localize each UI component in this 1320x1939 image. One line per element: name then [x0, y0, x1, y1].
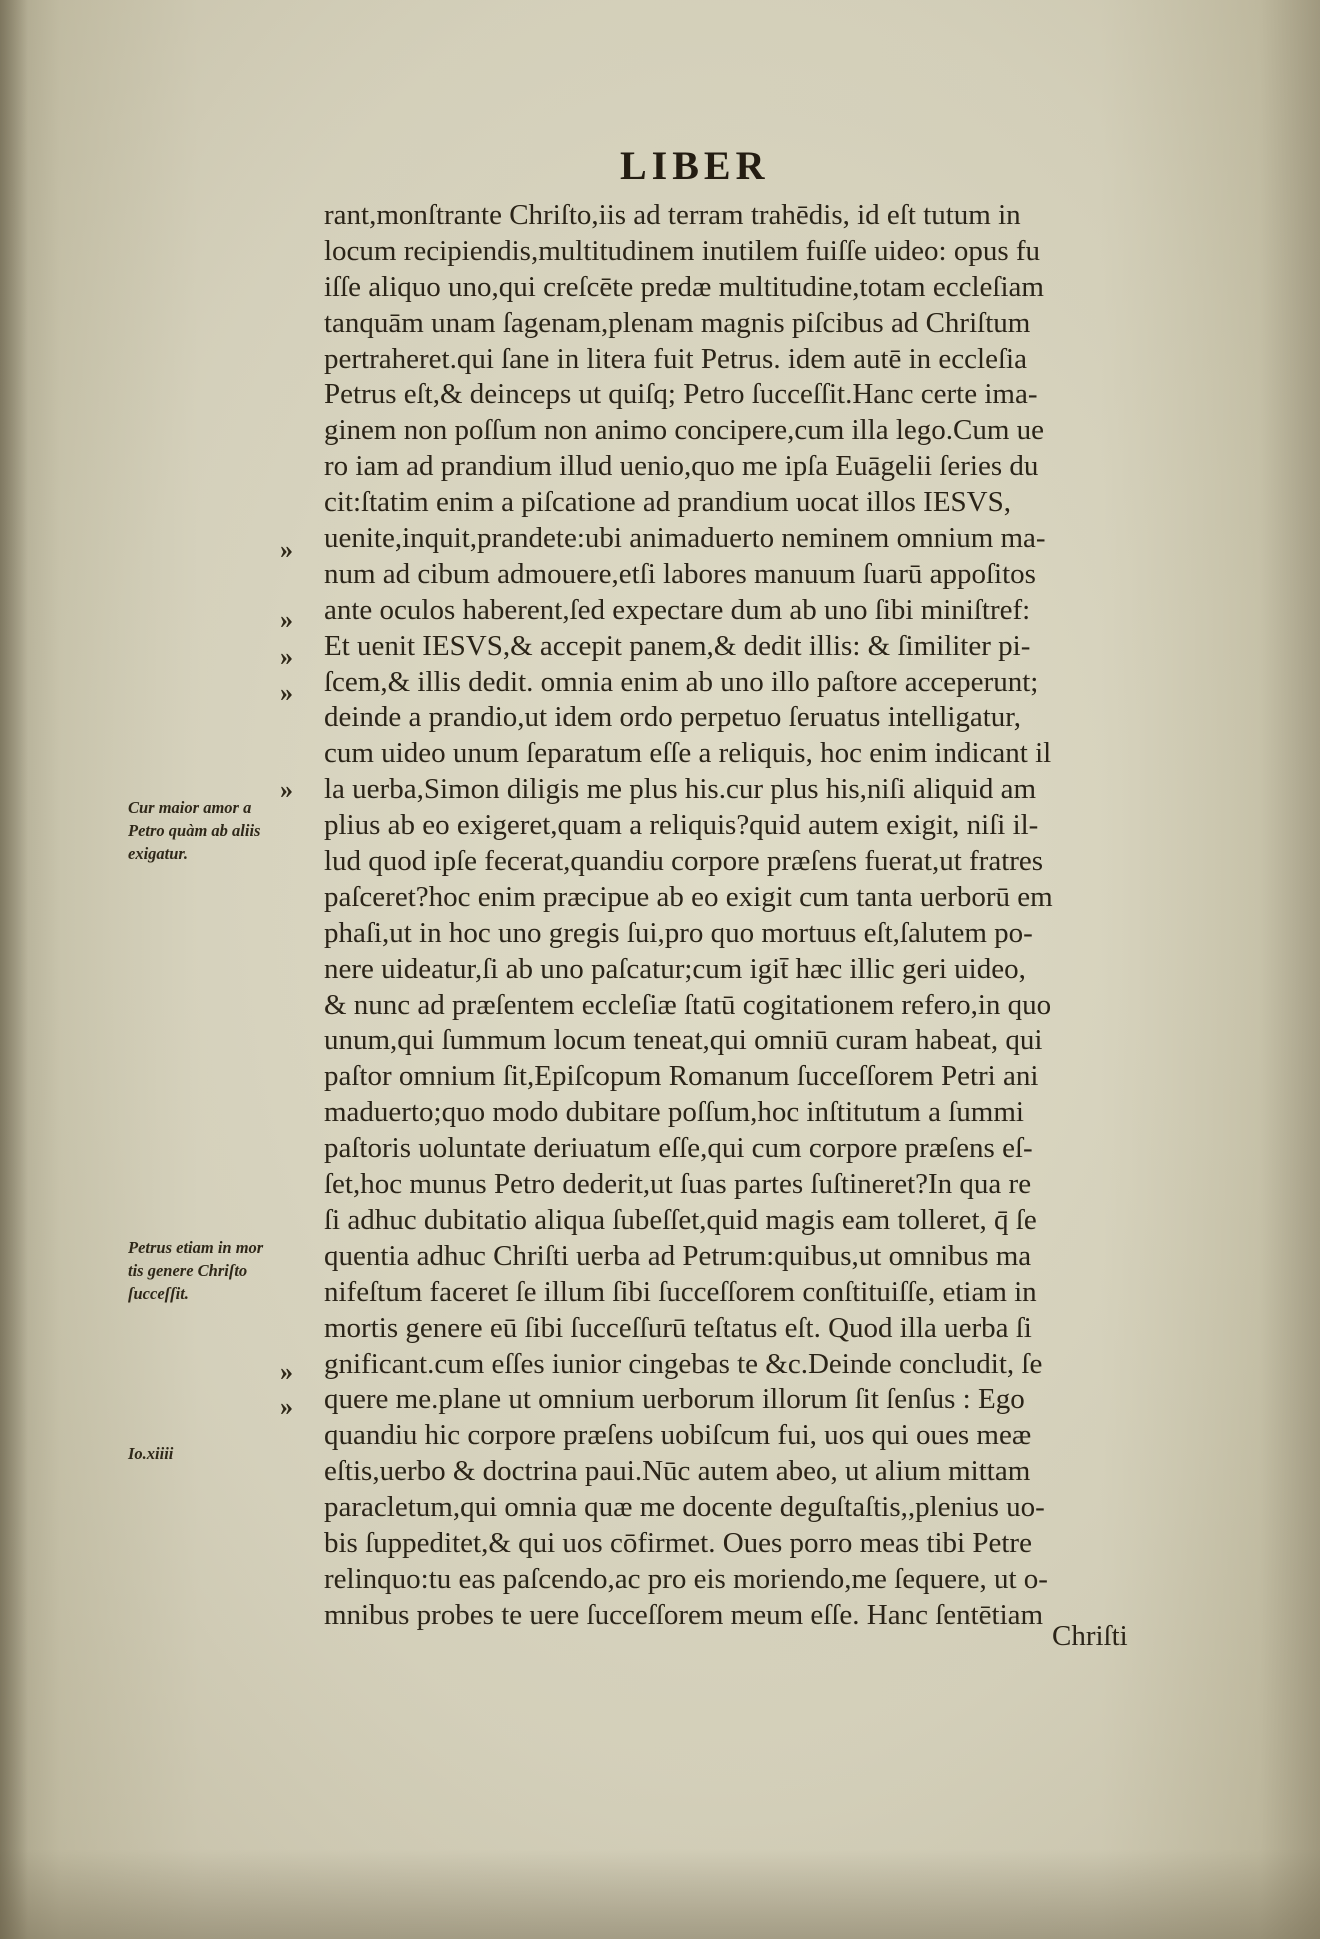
- text-line: maduerto;quo modo dubitare poſſum,hoc inſtitutum a ſummi: [324, 1096, 1024, 1129]
- margin-note-cur-maior: [128, 796, 308, 865]
- text-line: quandiu hic corpore præſens uobiſcum fui, uos qui oues meæ: [324, 1419, 1032, 1452]
- text-line: num ad cibum admouere,etſi labores manuum ſuarū appoſitos: [324, 557, 1036, 590]
- text-line: ante oculos haberent,ſed expectare dum ab uno ſibi miniſtref:: [324, 593, 1031, 626]
- text-line: paſtoris uoluntate deriuatum eſſe,qui cum corpore præſens eſ-: [324, 1132, 1033, 1165]
- text-line: iſſe aliquo uno,qui creſcēte predæ multitudine,totam eccleſiam: [324, 270, 1044, 303]
- quotation-mark: »: [280, 642, 293, 671]
- margin-note-line: ſucceſſit.: [128, 1284, 189, 1303]
- text-line: locum recipiendis,multitudinem inutilem fuiſſe uideo: opus fu: [324, 234, 1041, 267]
- margin-note-line: tis genere Chriſto: [128, 1261, 248, 1280]
- text-line: paracletum,qui omnia quæ me docente deguſtaſtis,,plenius uo-: [324, 1491, 1045, 1524]
- text-line: ſi adhuc dubitatio aliqua ſubeſſet,quid magis eam tolleret, q̄ ſe: [324, 1203, 1037, 1236]
- text-line: nifeſtum faceret ſe illum ſibi ſucceſſorem conſtituiſſe, etiam in: [324, 1275, 1037, 1308]
- quotation-mark: »: [280, 1392, 293, 1421]
- quotation-mark: »: [280, 605, 293, 634]
- text-line: mnibus probes te uere ſucceſſorem meum eſſe. Hanc ſentētiam: [324, 1598, 1044, 1631]
- text-line: la uerba,Simon diligis me plus his.cur plus his,niſi aliquid am: [324, 773, 1037, 806]
- text-line: gnificant.cum eſſes iunior cingebas te &c.Deinde concludit, ſe: [324, 1347, 1043, 1380]
- text-line: ſcem,& illis dedit. omnia enim ab uno illo paſtore acceperunt;: [324, 665, 1039, 698]
- quotation-mark: »: [280, 1357, 293, 1386]
- quotation-mark: »: [280, 678, 293, 707]
- text-line: phaſi,ut in hoc uno gregis ſui,pro quo mortuus eſt,ſalutem po-: [324, 916, 1033, 949]
- margin-note-line: Petro quàm ab aliis: [128, 821, 261, 840]
- text-line: quere me.plane ut omnium uerborum illorum ſit ſenſus : Ego: [324, 1383, 1025, 1416]
- text-line: quentia adhuc Chriſti uerba ad Petrum:quibus,ut omnibus ma: [324, 1239, 1032, 1272]
- text-line: bis ſuppeditet,& qui uos cōfirmet. Oues porro meas tibi Petre: [324, 1526, 1032, 1559]
- text-line: eſtis,uerbo & doctrina paui.Nūc autem abeo, ut alium mittam: [324, 1455, 1031, 1488]
- text-line: ginem non poſſum non animo concipere,cum illa lego.Cum ue: [324, 414, 1045, 447]
- quotation-mark: »: [280, 535, 293, 564]
- text-line: uenite,inquit,prandete:ubi animaduerto neminem omnium ma-: [324, 522, 1046, 555]
- text-line: ro iam ad prandium illud uenio,quo me ipſa Euāgelii ſeries du: [324, 450, 1039, 483]
- text-line: cum uideo unum ſeparatum eſſe a reliquis, hoc enim indicant il: [324, 737, 1052, 770]
- text-line: deinde a prandio,ut idem ordo perpetuo ſeruatus intelligatur,: [324, 701, 1022, 734]
- text-line: cit:ſtatim enim a piſcatione ad prandium uocat illos IESVS,: [324, 486, 1011, 519]
- text-line: tanquām unam ſagenam,plenam magnis piſcibus ad Chriſtum: [324, 306, 1031, 339]
- margin-note-line: Petrus etiam in mor: [128, 1238, 264, 1257]
- catchword: Chriſti: [1052, 1620, 1128, 1652]
- text-line: & nunc ad præſentem eccleſiæ ſtatū cogitationem refero,in quo: [324, 988, 1052, 1021]
- text-line: nere uideatur,ſi ab uno paſcatur;cum igit̄ hæc illic geri uideo,: [324, 952, 1026, 985]
- text-line: Et uenit IESVS,& accepit panem,& dedit illis: & ſimiliter pi-: [324, 629, 1031, 662]
- text-line: mortis genere eū ſibi ſucceſſurū teſtatus eſt. Quod illa uerba ſi: [324, 1311, 1032, 1344]
- main-text-block: [324, 198, 1224, 1634]
- margin-note-reference: Io.xiiii: [128, 1444, 174, 1463]
- text-line: plius ab eo exigeret,quam a reliquis?quid autem exigit, niſi il-: [324, 809, 1039, 842]
- text-line: ſet,hoc munus Petro dederit,ut ſuas partes ſuſtineret?In qua re: [324, 1168, 1032, 1201]
- text-line: relinquo:tu eas paſcendo,ac pro eis moriendo,me ſequere, ut o-: [324, 1562, 1048, 1595]
- margin-note-petrus: [128, 1236, 308, 1305]
- text-line: lud quod ipſe fecerat,quandiu corpore præſens fuerat,ut fratres: [324, 845, 1044, 878]
- margin-note-line: Cur maior amor a: [128, 798, 252, 817]
- text-line: unum,qui ſummum locum teneat,qui omniū curam habeat, qui: [324, 1024, 1043, 1057]
- text-line: rant,monſtrante Chriſto,iis ad terram trahēdis, id eſt tutum in: [324, 199, 1021, 231]
- text-line: paſceret?hoc enim præcipue ab eo exigit cum tanta uerborū em: [324, 880, 1053, 913]
- page-bottom-shadow: [0, 1849, 1320, 1939]
- quotation-mark: »: [280, 775, 293, 804]
- running-head: LIBER: [620, 143, 770, 188]
- page-gutter-shadow: [0, 0, 28, 1939]
- text-line: Petrus eſt,& deinceps ut quiſq; Petro ſucceſſit.Hanc certe ima-: [324, 378, 1038, 411]
- text-line: pertraheret.qui ſane in litera fuit Petrus. idem autē in eccleſia: [324, 342, 1027, 375]
- margin-note-line: exigatur.: [128, 844, 189, 863]
- text-line: paſtor omnium ſit,Epiſcopum Romanum ſucceſſorem Petri ani: [324, 1060, 1039, 1093]
